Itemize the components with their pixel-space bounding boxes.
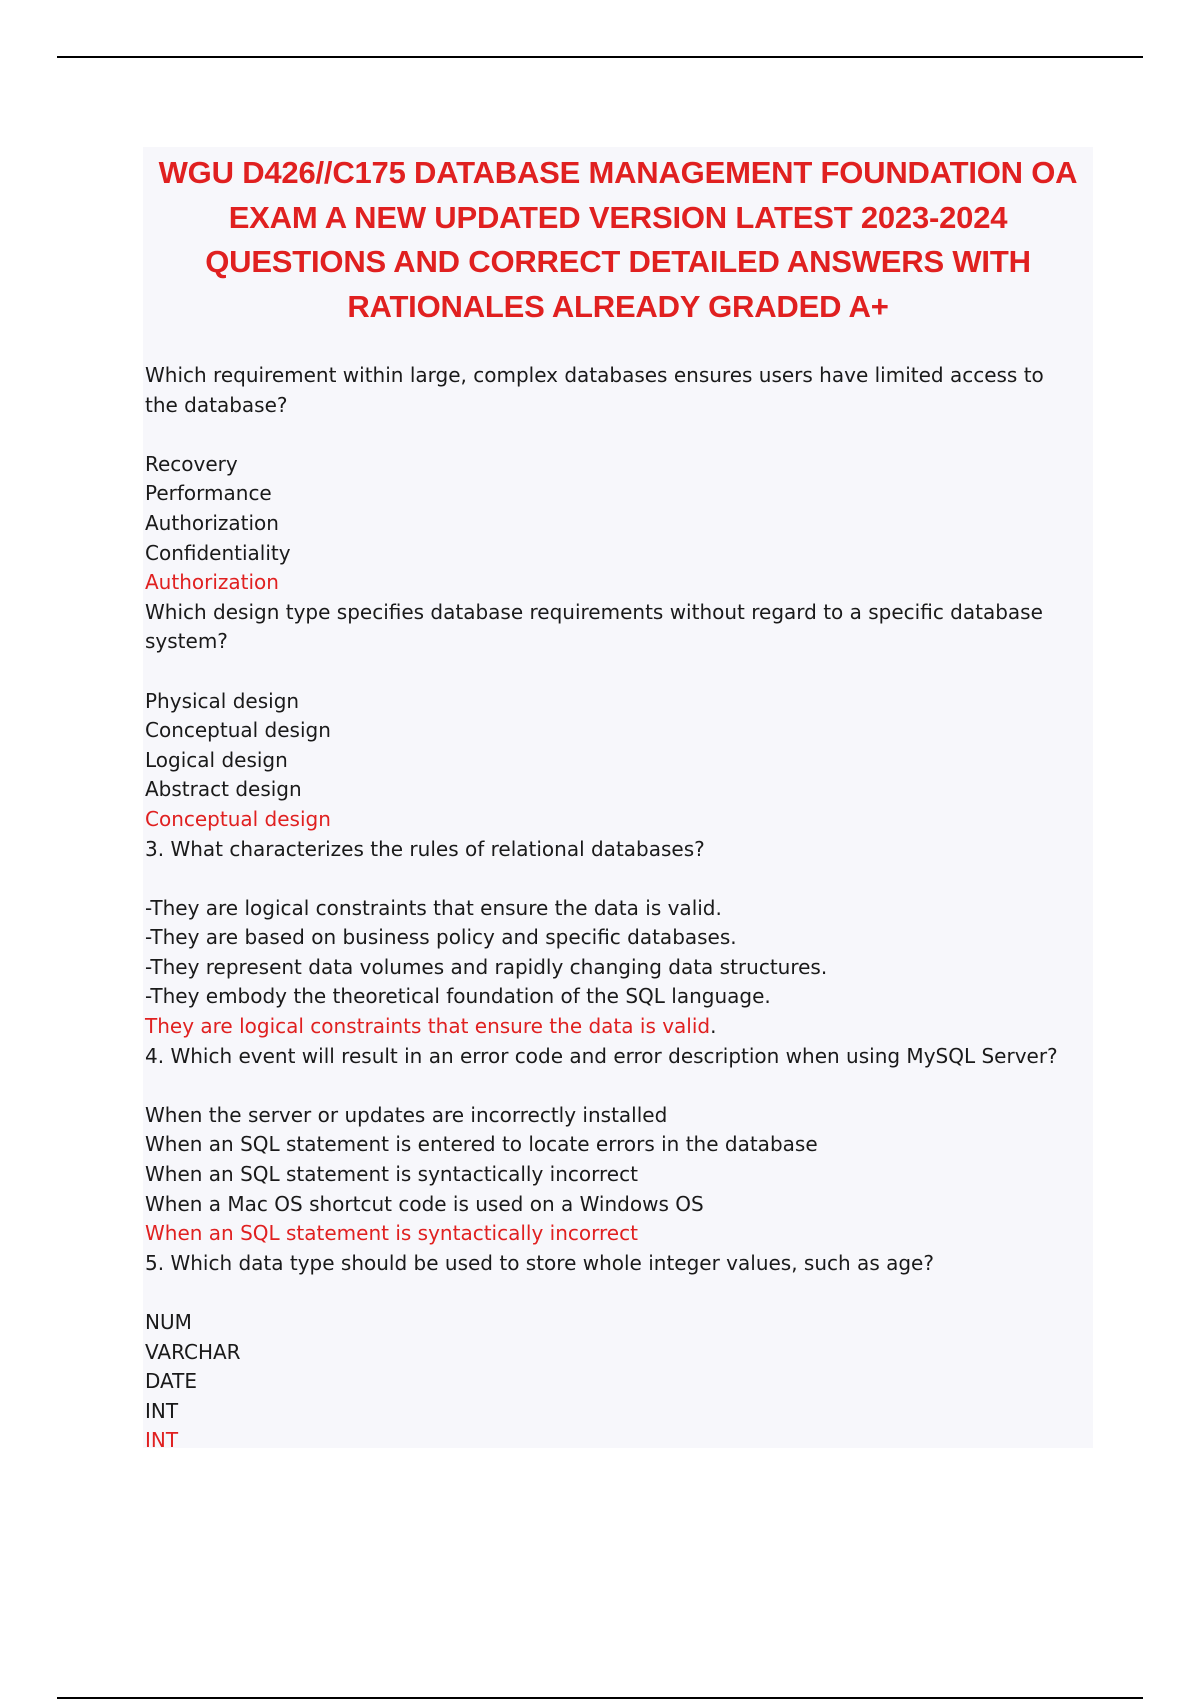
document-content xyxy=(143,147,1093,1453)
answer-option: INT xyxy=(145,1398,179,1423)
answer-option: Logical design xyxy=(145,747,288,772)
answer-option: When an SQL statement is entered to locate errors in the database xyxy=(145,1132,818,1157)
correct-answer: When an SQL statement is syntactically incorrect xyxy=(145,1221,638,1246)
question-text: 4. Which event will result in an error code and error description when using MySQL Server? xyxy=(145,1043,1058,1068)
answer-option: -They are based on business policy and specific databases. xyxy=(145,925,737,950)
answer-option: NUM xyxy=(145,1310,192,1334)
answer-option: When the server or updates are incorrectly installed xyxy=(145,1102,668,1127)
question-block xyxy=(145,1042,1091,1249)
footer-rule xyxy=(57,1697,1143,1699)
question-block xyxy=(145,361,1091,598)
correct-answer: Authorization xyxy=(145,570,279,595)
correct-answer: Conceptual design xyxy=(145,806,331,831)
question-text: 5. Which data type should be used to store whole integer values, such as age? xyxy=(145,1250,934,1275)
answer-suffix: . xyxy=(710,1014,717,1039)
header-rule xyxy=(57,56,1143,58)
question-block xyxy=(145,598,1091,835)
answer-option: Physical design xyxy=(145,688,300,713)
answer-option: -They represent data volumes and rapidly changing data structures. xyxy=(145,954,828,979)
answer-option: DATE xyxy=(145,1369,198,1394)
answer-option: Recovery xyxy=(145,451,238,476)
answer-option: When an SQL statement is syntactically incorrect xyxy=(145,1162,638,1187)
correct-answer: They are logical constraints that ensure the data is valid xyxy=(145,1014,711,1039)
document-title: WGU D426//C175 DATABASE MANAGEMENT FOUNDATION OA EXAM A NEW UPDATED VERSION LATEST 2023-2024 QUESTIONS AND CORRECT DETAILED ANSWERS WITH RATIONALES ALREADY GRADED A+ xyxy=(158,155,1078,324)
question-block xyxy=(145,1249,1091,1456)
answer-option: Performance xyxy=(145,481,272,506)
answer-option: -They are logical constraints that ensure the data is valid. xyxy=(145,895,722,920)
answer-option: Authorization xyxy=(145,510,279,535)
correct-answer-line xyxy=(145,1012,1091,1042)
answer-option: VARCHAR xyxy=(145,1339,241,1364)
question-block xyxy=(145,835,1091,1042)
answer-option: Conceptual design xyxy=(145,718,331,743)
answer-option: Abstract design xyxy=(145,777,302,802)
answer-option: -They embody the theoretical foundation of the SQL language. xyxy=(145,984,771,1009)
answer-option: Confidentiality xyxy=(145,540,291,565)
question-text: Which requirement within large, complex databases ensures users have limited access to the database? xyxy=(145,363,1044,417)
question-text: 3. What characterizes the rules of relational databases? xyxy=(145,836,705,861)
question-list xyxy=(145,361,1091,1456)
correct-answer: INT xyxy=(145,1428,179,1453)
answer-option: When a Mac OS shortcut code is used on a Windows OS xyxy=(145,1191,704,1216)
question-text: Which design type specifies database requirements without regard to a specific database system? xyxy=(145,599,1043,654)
